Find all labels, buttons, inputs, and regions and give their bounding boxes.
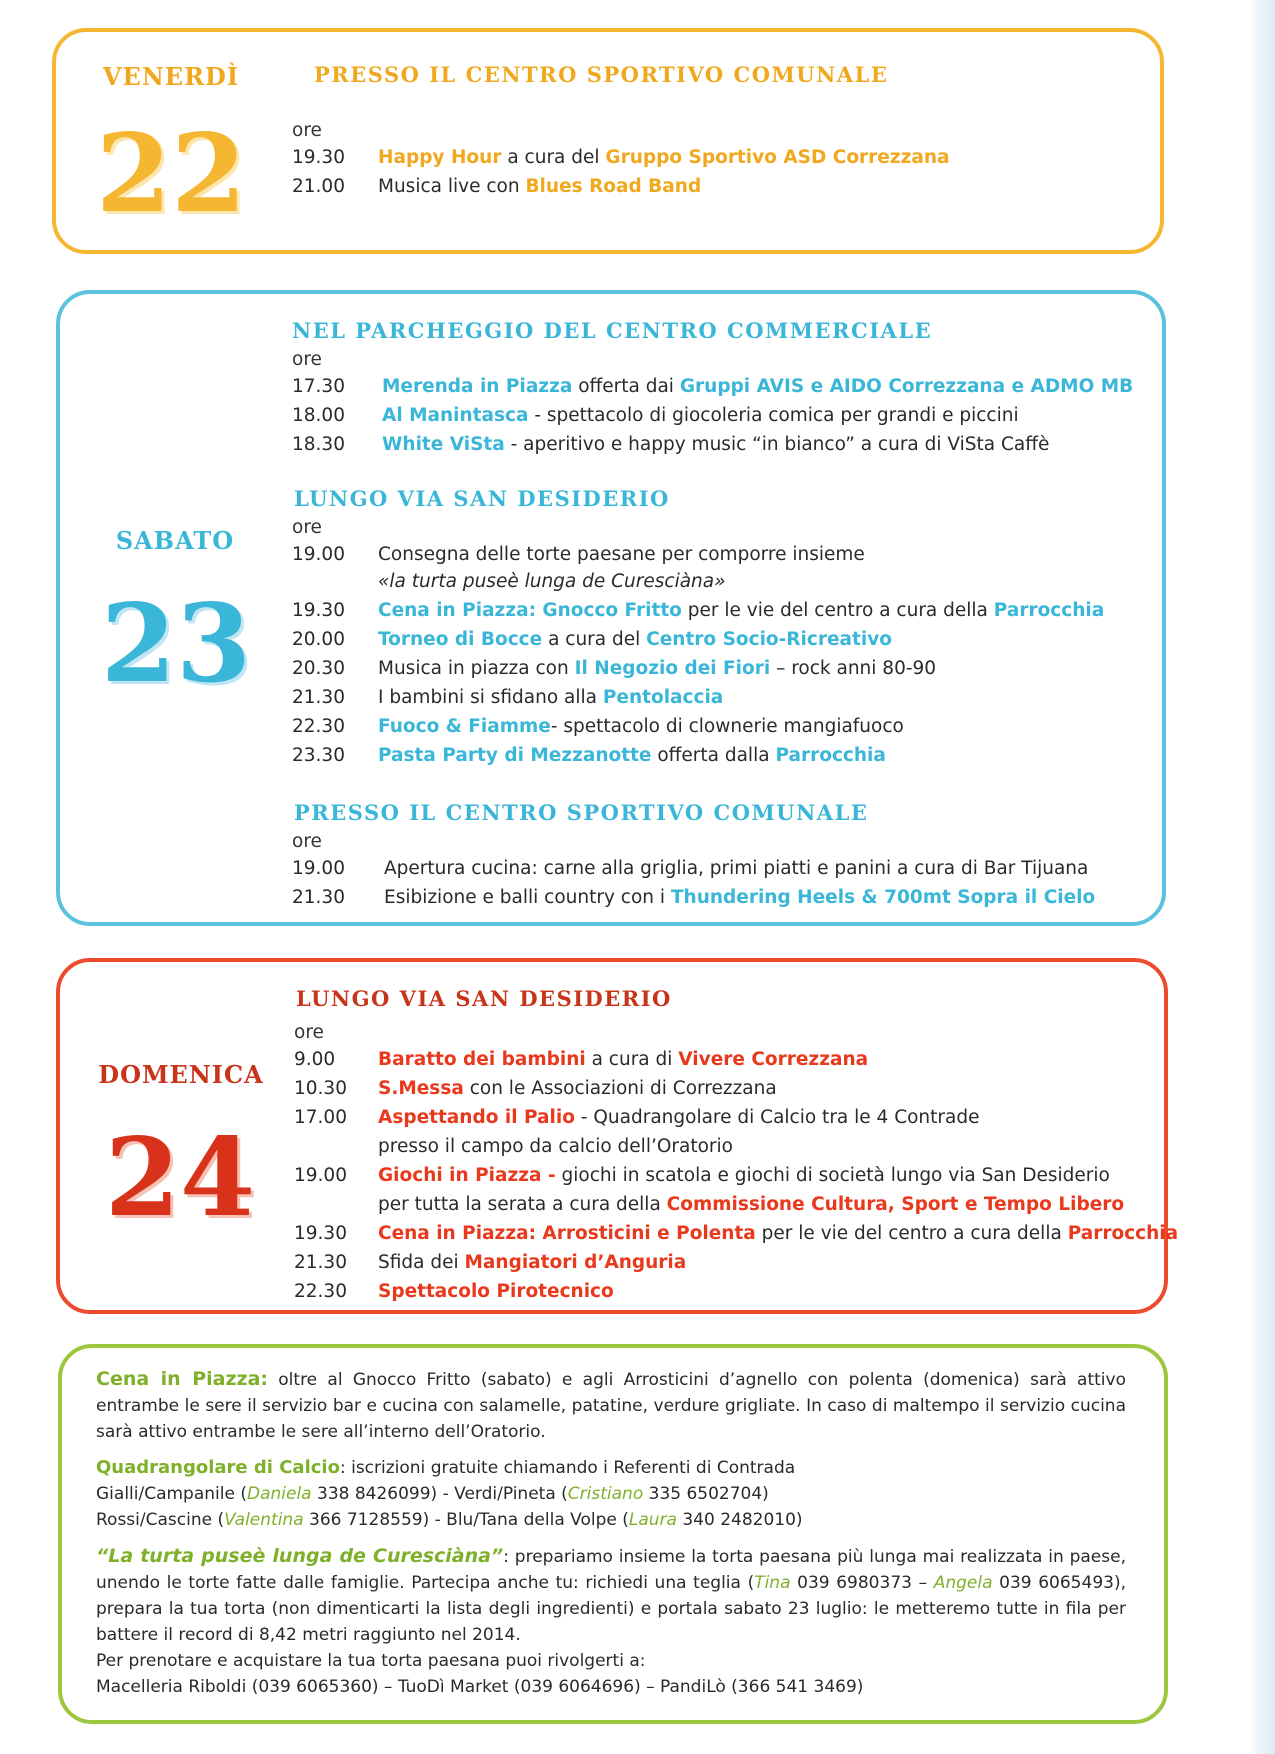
- page-edge-shadow: [1249, 0, 1275, 1754]
- schedule-row: 17.00 Aspettando il Palio - Quadrangolare di Calcio tra le 4 Contrade: [294, 1107, 980, 1128]
- schedule-row: 19.00 Giochi in Piazza - giochi in scatola e giochi di società lungo via San Desiderio: [294, 1165, 1110, 1186]
- schedule-row-continuation: presso il campo da calcio dell’Oratorio: [378, 1136, 733, 1157]
- schedule-row: 21.30 Esibizione e balli country con i Thundering Heels & 700mt Sopra il Cielo: [292, 887, 1096, 908]
- saturday-heading-centro: PRESSO IL CENTRO SPORTIVO COMUNALE: [294, 800, 869, 825]
- schedule-row: 22.30 Fuoco & Fiamme- spettacolo di clownerie mangiafuoco: [292, 716, 904, 737]
- friday-day-number: 22: [96, 111, 247, 237]
- info-prenota: Per prenotare e acquistare la tua torta paesana puoi rivolgerti a:: [96, 1651, 646, 1671]
- friday-day-name: VENERDÌ: [102, 62, 240, 91]
- friday-schedule: [292, 118, 1152, 201]
- schedule-row: 22.30 Spettacolo Pirotecnico: [294, 1281, 614, 1302]
- saturday-heading-via: LUNGO VIA SAN DESIDERIO: [294, 486, 670, 511]
- info-contrade-1: Gialli/Campanile (Daniela 338 8426099) - Verdi/Pineta (Cristiano 335 6502704): [96, 1484, 769, 1504]
- info-negozi: Macelleria Riboldi (039 6065360) – TuoDì Market (039 6064696) – PandiLò (366 541 3469): [96, 1677, 864, 1697]
- sunday-day-name: DOMENICA: [98, 1060, 264, 1089]
- schedule-row: 20.30 Musica in piazza con Il Negozio dei Fiori – rock anni 80-90: [292, 658, 937, 679]
- schedule-row: 21.00 Musica live con Blues Road Band: [292, 176, 702, 197]
- schedule-row-continuation: per tutta la serata a cura della Commissione Cultura, Sport e Tempo Libero: [378, 1194, 1125, 1215]
- ore-label: ore: [292, 120, 322, 141]
- schedule-row: 9.00 Baratto dei bambini a cura di Vivere Correzzana: [294, 1049, 869, 1070]
- sunday-day-number: 24: [104, 1115, 256, 1241]
- info-calcio: Quadrangolare di Calcio: iscrizioni gratuite chiamando i Referenti di Contrada: [96, 1457, 796, 1478]
- schedule-row: 18.30 White ViSta - aperitivo e happy music “in bianco” a cura di ViSta Caffè: [292, 434, 1050, 455]
- schedule-row: 19.00 Apertura cucina: carne alla griglia, primi piatti e panini a cura di Bar Tijuana: [292, 858, 1089, 879]
- saturday-heading-parcheggio: NEL PARCHEGGIO DEL CENTRO COMMERCIALE: [292, 318, 933, 343]
- schedule-row: 18.00 Al Manintasca - spettacolo di giocoleria comica per grandi e piccini: [292, 405, 1019, 426]
- schedule-row: 19.30 Happy Hour a cura del Gruppo Sportivo ASD Correzzana: [292, 147, 950, 168]
- saturday-day-number: 23: [100, 581, 252, 707]
- schedule-row: 19.30 Cena in Piazza: Arrosticini e Polenta per le vie del centro a cura della Parrocchia: [294, 1223, 1179, 1244]
- sunday-heading: LUNGO VIA SAN DESIDERIO: [296, 986, 672, 1011]
- sunday-schedule: ore 9.00 Baratto dei bambini a cura di Vivere Correzzana 10.30 S.Messa con le Associazioni di Correzzana 17.00 Aspettando il Palio - Quadrangolare di Calcio tra le 4 Contrade presso il campo da calcio dell’Oratorio 19.00 Giochi in Piazza - giochi in scatola e giochi di società lungo via San Desiderio per tutta la serata a cura della Commissione Cultura, Sport e Tempo Libero 19.30 Cena in Piazza: Arrosticini e Polenta per le vie del centro a cura della Parrocchia 21.30 Sfida dei Mangiatori d’Anguria 22.30 Spettacolo Pirotecnico: [294, 1020, 1164, 1306]
- saturday-schedule-via: ore 19.00 Consegna delle torte paesane per comporre insieme «la turta puseè lunga de Curesciàna» 19.30 Cena in Piazza: Gnocco Fritto per le vie del centro a cura della Parrocchia 20.00 Torneo di Bocce a cura del Centro Socio-Ricreativo 20.30 Musica in piazza con Il Negozio dei Fiori – rock anni 80-90 21.30 I bambini si sfidano alla Pentolaccia 22.30 Fuoco & Fiamme- spettacolo di clownerie mangiafuoco 23.30 Pasta Party di Mezzanotte offerta dalla Parrocchia: [292, 515, 1152, 770]
- friday-heading: PRESSO IL CENTRO SPORTIVO COMUNALE: [314, 62, 889, 87]
- info-turta: “La turta puseè lunga de Curesciàna”: prepariamo insieme la torta paesana più lunga mai realizzata in paese, unendo le torte fatte dalle famiglie. Partecipa anche tu: richiedi una teglia (Tina 039 6980373 – Angela 039 6065493), prepara la tua torta (non dimenticarti la lista degli ingredienti) e portala sabato 23 luglio: le metteremo tutte in fila per battere il record di 8,42 metri raggiunto nel 2014.: [96, 1545, 1126, 1645]
- schedule-row-continuation: «la turta puseè lunga de Curesciàna»: [378, 571, 726, 592]
- schedule-row: 19.00 Consegna delle torte paesane per comporre insieme: [292, 544, 865, 565]
- saturday-schedule-parcheggio: ore 17.30 Merenda in Piazza offerta dai Gruppi AVIS e AIDO Correzzana e ADMO MB 18.00 Al Manintasca - spettacolo di giocoleria comica per grandi e piccini 18.30 White ViSta - aperitivo e happy music “in bianco” a cura di ViSta Caffè: [292, 347, 1152, 459]
- schedule-row: 17.30 Merenda in Piazza offerta dai Gruppi AVIS e AIDO Correzzana e ADMO MB: [292, 376, 1134, 397]
- schedule-row: 20.00 Torneo di Bocce a cura del Centro Socio-Ricreativo: [292, 629, 892, 650]
- info-contrade-2: Rossi/Cascine (Valentina 366 7128559) - Blu/Tana della Volpe (Laura 340 2482010): [96, 1510, 803, 1530]
- schedule-row: 10.30 S.Messa con le Associazioni di Correzzana: [294, 1078, 777, 1099]
- info-text: [96, 1366, 1126, 1700]
- saturday-day-name: SABATO: [115, 526, 235, 555]
- info-cena: Cena in Piazza: oltre al Gnocco Fritto (sabato) e agli Arrosticini d’agnello con polenta (domenica) sarà attivo entrambe le sere il servizio bar e cucina con salamelle, patatine, verdure grigliate. In caso di maltempo il servizio cucina sarà attivo entrambe le sere all’interno dell’Oratorio.: [96, 1368, 1126, 1442]
- schedule-row: 21.30 I bambini si sfidano alla Pentolaccia: [292, 687, 724, 708]
- saturday-schedule-centro: ore 19.00 Apertura cucina: carne alla griglia, primi piatti e panini a cura di Bar Tijuana 21.30 Esibizione e balli country con i Thundering Heels & 700mt Sopra il Cielo: [292, 829, 1152, 912]
- schedule-row: 23.30 Pasta Party di Mezzanotte offerta dalla Parrocchia: [292, 745, 886, 766]
- schedule-row: 19.30 Cena in Piazza: Gnocco Fritto per le vie del centro a cura della Parrocchia: [292, 600, 1105, 621]
- schedule-row: 21.30 Sfida dei Mangiatori d’Anguria: [294, 1252, 687, 1273]
